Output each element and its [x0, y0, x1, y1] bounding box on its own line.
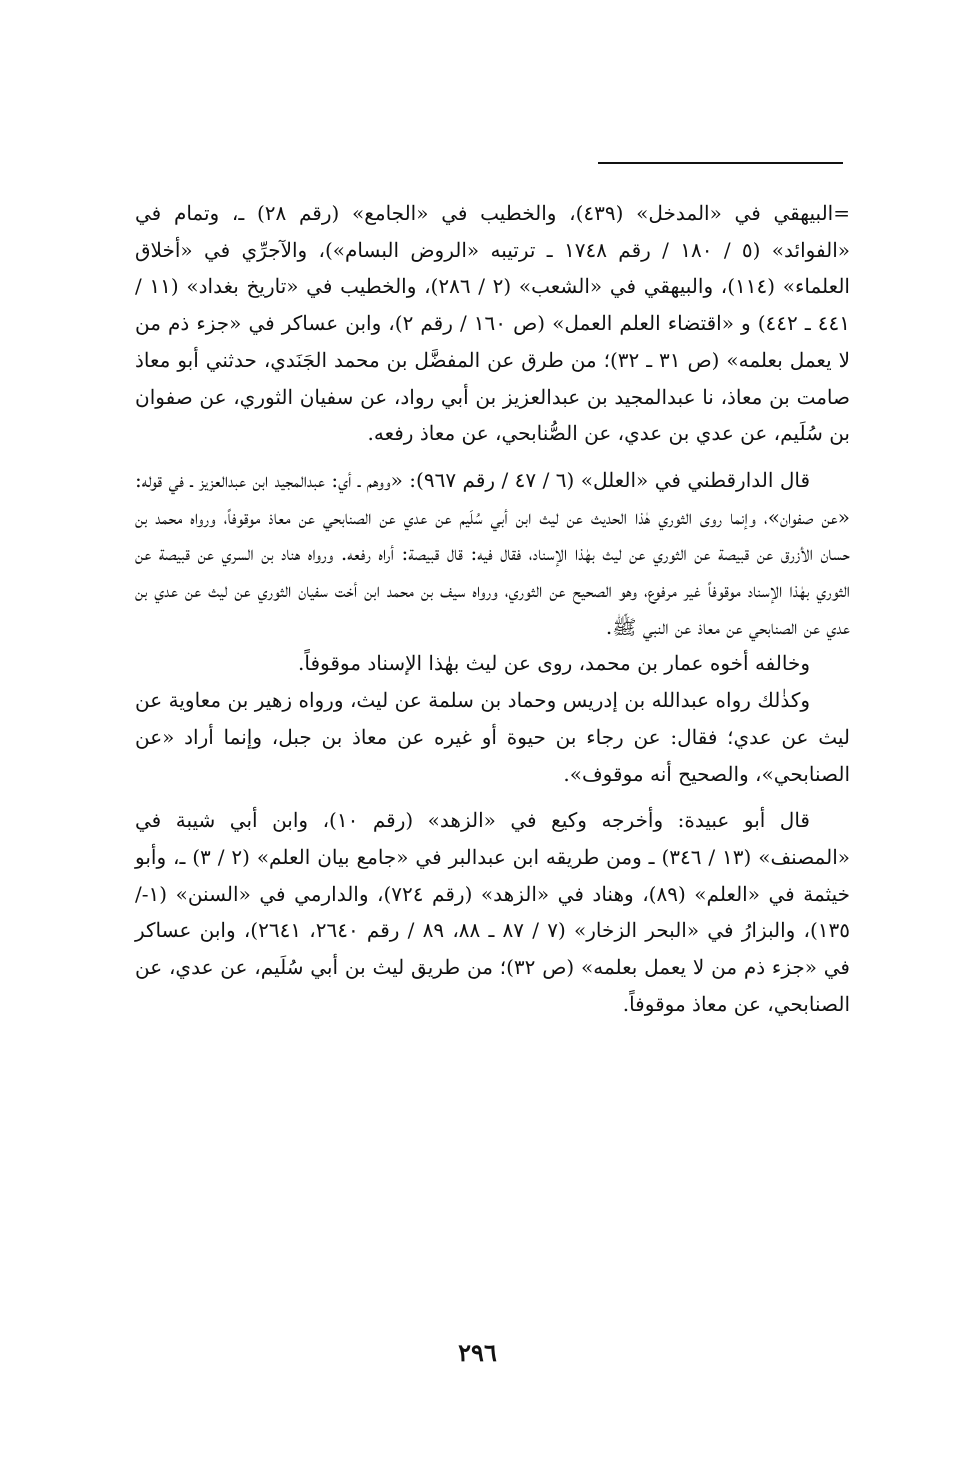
- footnote-text: [135, 195, 850, 1022]
- footnote-paragraph-2: قال الدارقطني في «العلل» (٦ / ٤٧ / رقم ٩٦٧): «ووهم ـ أي: عبدالمجيد ابن عبدالعزيز ـ في قوله: «عن صفوان»، وإنما روى الثوري هٰذا الحديث عن ليث ابن أبي سُلَيم عن عدي عن الصنابحي عن معاذ موقوفاً، ورواه محمد بن حسان الأزرق عن قبيصة عن الثوري عن ليث بهٰذا الإسناد، فقال فيه: قال قبيصة: أراه رفعه. ورواه هناد بن السري عن قبيصة عن الثوري بهٰذا الإسناد موقوفاً غير مرفوع، وهو الصحيح عن الثوري، ورواه سيف بن محمد ابن أخت سفيان الثوري عن ليث عن عدي بن عدي عن الصنابحي عن معاذ عن النبي ﷺ.: [135, 467, 851, 639]
- footnote-paragraph-1: =البيهقي في «المدخل» (٤٣٩)، والخطيب في «الجامع» (رقم ٢٨) ـ، وتمام في «الفوائد» (٥ / ١٨٠ / رقم ١٧٤٨ ـ ترتيبه «الروض البسام»)، والآجرِّي في «أخلاق العلماء» (١١٤)، والبيهقي في «الشعب» (٢ / ٢٨٦)، والخطيب في «تاريخ بغداد» (١١ / ٤٤١ ـ ٤٤٢) و «اقتضاء العلم العمل» (ص ١٦٠ / رقم ٢)، وابن عساكر في «جزء ذم من لا يعمل بعلمه» (ص ٣١ ـ ٣٢)؛ من طرق عن المفضَّل بن محمد الجَنَدي، حدثني أبو معاذ صامت بن معاذ، نا عبدالمجيد بن عبدالعزيز بن أبي رواد، عن سفيان الثوري، عن صفوان بن سُلَيم، عن عدي بن عدي، عن الصُّنابحي، عن معاذ رفعه.: [135, 201, 850, 446]
- footnote-paragraph-3: وخالفه أخوه عمار بن محمد، روى عن ليث بهٰذا الإسناد موقوفاً.: [298, 651, 810, 676]
- footnote-paragraph-5: قال أبو عبيدة: وأخرجه وكيع في «الزهد» (رقم ١٠)، وابن أبي شيبة في «المصنف» (١٣ / ٣٤٦) ـ ومن طريقه ابن عبدالبر في «جامع بيان العلم» (٢ / ٣) ـ، وأبو خيثمة في «العلم» (٨٩)، وهناد في «الزهد» (رقم ٧٢٤)، والدارمي في «السنن» (١-/ ١٣٥)، والبزارُ في «البحر الزخار» (٧ / ٨٧ ـ ٨٨، ٨٩ / رقم ٢٦٤٠، ٢٦٤١)، وابن عساكر في «جزء ذم من لا يعمل بعلمه» (ص ٣٢)؛ من طريق ليث بن أبي سُلَيم، عن عدي، عن الصنابحي، عن معاذ موقوفاً.: [135, 808, 851, 1016]
- page-number: ٢٩٦: [458, 1338, 497, 1367]
- footnote-paragraph-4: وكذٰلك رواه عبدالله بن إدريس وحماد بن سلمة عن ليث، ورواه زهير بن معاوية عن ليث عن عدي؛ فقال: عن رجاء بن حيوة أو غيره عن معاذ بن جبل، وإنما أراد «عن الصنابحي»، والصحيح أنه موقوف».: [135, 688, 850, 786]
- footnote-separator-line: [598, 162, 843, 164]
